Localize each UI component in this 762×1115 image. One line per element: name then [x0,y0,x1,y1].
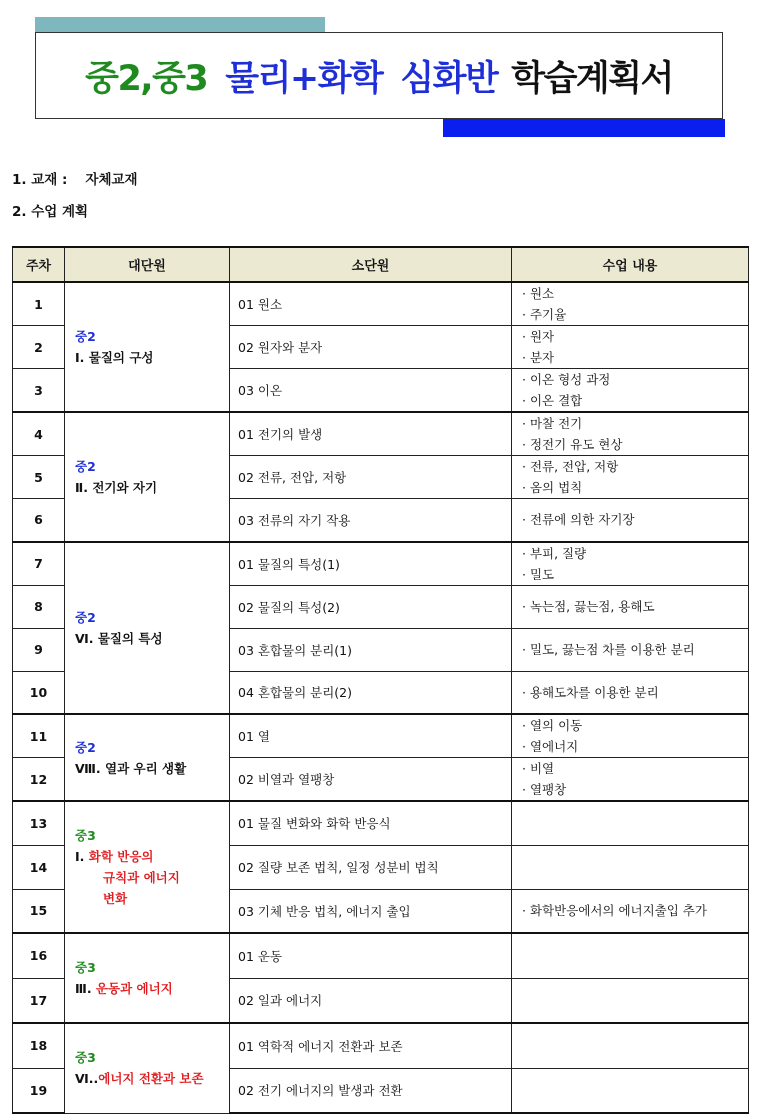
title-class: 심화반 [400,58,498,99]
content-cell [512,1023,749,1068]
table-body [13,282,749,1113]
week-cell: 7 [13,542,65,586]
unit-title: Ⅵ. 물질의 특성 [75,630,163,646]
title-grade: 중2,중3 [85,58,208,99]
subunit-cell: 02 원자와 분자 [230,326,512,369]
unit-cell [65,933,230,1023]
subunit-cell: 02 비열과 열팽창 [230,758,512,802]
unit-title-line: 규칙과 에너지 [103,870,180,885]
content-item: · 이온 형성 과정 [522,372,611,387]
textbook-label: 1. 교재 : [12,172,68,188]
header-subunit: 소단원 [230,247,512,282]
subunit-cell: 03 이온 [230,369,512,413]
title-subject: 물리+화학 [225,58,383,99]
unit-number: Ⅰ. [75,849,89,864]
unit-level: 중2 [75,739,96,755]
subunit-cell: 01 원소 [230,282,512,326]
page-title [35,32,723,119]
unit-level: 중2 [75,329,96,344]
content-item: · 이온 결합 [522,393,583,408]
title-accent-tab [35,17,325,32]
content-item: · 옴의 법칙 [522,480,583,495]
subunit-cell: 04 혼합물의 분리(2) [230,671,512,714]
content-item: · 원자 [522,329,555,344]
week-cell: 15 [13,889,65,933]
content-cell [512,933,749,978]
week-cell: 12 [13,758,65,802]
content-item: · 밀도, 끓는점 차를 이용한 분리 [522,642,695,657]
content-item: · 마찰 전기 [522,416,583,431]
content-cell [512,542,749,586]
unit-title: Ⅷ. 열과 우리 생활 [75,760,187,776]
subunit-cell: 02 일과 에너지 [230,978,512,1023]
unit-cell [65,282,230,412]
content-item: · 부피, 질량 [522,545,587,561]
unit-level: 중3 [75,1050,96,1066]
unit-title: Ⅰ. 물질의 구성 [75,350,154,365]
subunit-cell: 02 전기 에너지의 발생과 전환 [230,1068,512,1113]
content-item: · 녹는점, 끓는점, 용해도 [522,599,655,614]
unit-title-line: 에너지 전환과 보존 [98,1071,204,1087]
subunit-cell: 02 물질의 특성(2) [230,585,512,628]
subunit-cell: 01 전기의 발생 [230,412,512,456]
content-item: · 주기율 [522,307,567,322]
content-item: · 원소 [522,286,555,301]
content-item: · 밀도 [522,566,555,582]
week-cell: 17 [13,978,65,1023]
subunit-cell: 01 물질의 특성(1) [230,542,512,586]
unit-title: Ⅱ. 전기와 자기 [75,479,158,495]
table-row [13,933,749,978]
table-header-row [13,247,749,282]
week-cell: 8 [13,585,65,628]
content-cell [512,845,749,889]
subunit-cell: 03 혼합물의 분리(1) [230,628,512,671]
subunit-cell: 02 전류, 전압, 저항 [230,456,512,499]
subunit-cell: 01 운동 [230,933,512,978]
content-item: · 열의 이동 [522,718,583,733]
unit-cell [65,801,230,933]
content-item: · 열팽창 [522,782,567,797]
table-row [13,714,749,758]
unit-level: 중3 [75,960,96,975]
content-cell [512,282,749,326]
week-cell: 6 [13,499,65,542]
textbook-line [12,168,138,188]
week-cell: 4 [13,412,65,456]
unit-cell [65,542,230,715]
week-cell: 16 [13,933,65,978]
table-row [13,801,749,845]
content-item: · 전류, 전압, 저항 [522,459,619,474]
content-item: · 용해도차를 이용한 분리 [522,684,659,700]
plan-table [12,246,749,1114]
content-item: · 화학반응에서의 에너지출입 추가 [522,903,707,919]
content-cell [512,671,749,714]
unit-cell [65,412,230,542]
header-week: 주차 [13,247,65,282]
unit-level: 중2 [75,609,96,625]
week-cell: 3 [13,369,65,413]
subunit-cell: 01 역학적 에너지 전환과 보존 [230,1023,512,1068]
unit-title-line: 변화 [103,891,128,906]
week-cell: 5 [13,456,65,499]
content-cell [512,628,749,671]
content-item: · 정전기 유도 현상 [522,437,623,452]
week-cell: 1 [13,282,65,326]
unit-level: 중2 [75,458,96,474]
content-cell [512,978,749,1023]
subunit-cell: 03 기체 반응 법칙, 에너지 출입 [230,889,512,933]
unit-cell [65,1023,230,1113]
content-cell [512,585,749,628]
textbook-value: 자체교재 [85,172,138,188]
unit-title-line: 운동과 에너지 [95,981,173,996]
unit-number: Ⅵ.. [75,1071,99,1087]
table-row [13,1023,749,1068]
content-cell [512,499,749,542]
subunit-cell: 01 열 [230,714,512,758]
subunit-cell: 02 질량 보존 법칙, 일정 성분비 법칙 [230,845,512,889]
header-content: 수업 내용 [512,247,749,282]
content-item: · 분자 [522,350,555,365]
subunit-cell: 03 전류의 자기 작용 [230,499,512,542]
plan-heading: 2. 수업 계획 [12,204,89,220]
week-cell: 13 [13,801,65,845]
content-cell [512,412,749,456]
header-unit: 대단원 [65,247,230,282]
week-cell: 18 [13,1023,65,1068]
unit-title-line: 화학 반응의 [88,849,154,864]
table-row [13,412,749,456]
unit-cell [65,714,230,801]
content-cell [512,801,749,845]
week-cell: 19 [13,1068,65,1113]
content-cell [512,326,749,369]
unit-level: 중3 [75,828,96,843]
content-item: · 비열 [522,761,555,776]
week-cell: 9 [13,628,65,671]
table-row [13,542,749,586]
week-cell: 10 [13,671,65,714]
unit-number: Ⅲ. [75,981,96,996]
subunit-cell: 01 물질 변화와 화학 반응식 [230,801,512,845]
content-cell [512,889,749,933]
content-item: · 전류에 의한 자기장 [522,512,635,528]
content-cell [512,369,749,413]
table-row [13,282,749,326]
content-item: · 열에너지 [522,739,579,754]
content-cell [512,758,749,802]
week-cell: 14 [13,845,65,889]
content-cell [512,1068,749,1113]
title-plan: 학습계획서 [511,58,673,99]
week-cell: 2 [13,326,65,369]
week-cell: 11 [13,714,65,758]
title-accent-bar [443,119,725,137]
content-cell [512,714,749,758]
content-cell [512,456,749,499]
